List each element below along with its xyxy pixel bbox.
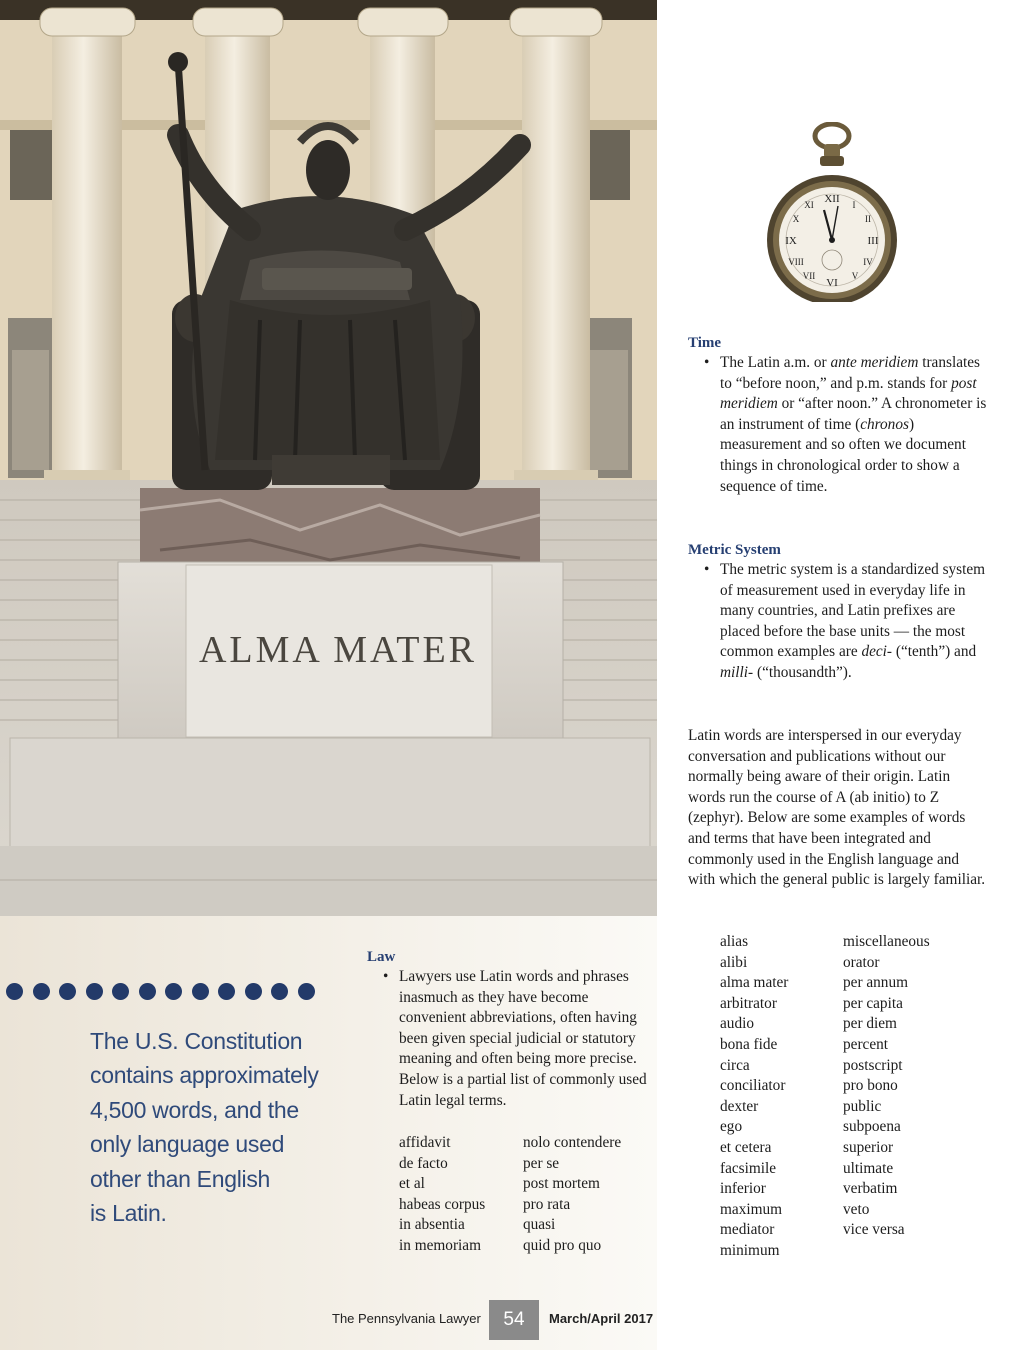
svg-text:X: X [792,214,800,224]
svg-text:IX: IX [785,235,797,247]
footer-publication-name: The Pennsylvania Lawyer [332,1311,481,1326]
law-terms-column-1 [399,1133,519,1257]
dot-icon [245,983,262,1000]
list-item: verbatim [843,1180,898,1198]
metric-text: (“tenth”) and [892,643,977,661]
list-item: veto [843,1200,870,1218]
time-text: The Latin a.m. or [720,354,831,371]
section-heading-metric: Metric System [688,542,781,558]
list-item: audio [720,1015,754,1033]
svg-text:XII: XII [824,193,840,205]
list-item: orator [843,953,880,971]
list-item: et cetera [720,1138,772,1156]
svg-text:IV: IV [863,257,873,267]
statue-photo [0,0,657,916]
list-item: bona fide [720,1035,778,1053]
pocket-watch-icon [762,122,902,302]
list-item: per annum [843,974,908,992]
dot-icon [59,983,76,1000]
pull-quote-line: contains approximately [90,1062,319,1089]
svg-text:VIII: VIII [788,257,804,267]
time-text: or “after noon.” A chronometer is an instrument of time ( [720,395,987,433]
list-item: miscellaneous [843,933,930,950]
section-heading-time: Time [688,335,722,351]
list-item: de facto [399,1154,448,1172]
list-item: pro rata [523,1195,571,1213]
pull-quote-line: 4,500 words, and the [90,1096,299,1123]
dot-icon [298,983,315,1000]
list-item: minimum [720,1241,780,1259]
list-item: post mortem [523,1175,600,1193]
metric-text: (“thousandth”). [753,663,852,681]
pull-quote-line: other than English [90,1165,271,1192]
svg-text:VII: VII [802,271,816,281]
list-item: per se [523,1154,560,1172]
law-text: Lawyers use Latin words and phrases inasmuch as they have become convenient abbreviations, often having been given special judicial or statutory meaning and often being more precise. Below is a partial list of commonly used Latin legal terms. [399,968,647,1109]
list-item: alibi [720,953,748,971]
pull-quote-line: only language used [90,1131,285,1158]
time-text: translates to “before noon,” and p.m. stands for [720,354,980,392]
metric-section [688,540,988,684]
list-item: subpoena [843,1118,901,1136]
list-item: per diem [843,1015,897,1033]
list-item: arbitrator [720,994,777,1012]
list-item: alma mater [720,974,789,992]
list-item: et al [399,1175,425,1193]
dot-icon [139,983,156,1000]
list-item: superior [843,1138,894,1156]
list-item: inferior [720,1180,766,1198]
time-section [688,333,988,497]
latin-words-column-1 [720,932,840,1262]
pull-quote [90,1024,350,1230]
metric-text: The metric system is a standardized system of measurement used in everyday life in many countries, and Latin prefixes are placed before the base units — the most common examples are [720,561,986,661]
list-item: in absentia [399,1216,465,1234]
svg-text:XI: XI [804,200,814,210]
pull-quote-line: is Latin. [90,1200,167,1227]
list-item: dexter [720,1097,759,1115]
decorative-dot-row [6,983,315,1003]
list-item: per capita [843,994,903,1012]
latin-words-column-2 [843,932,973,1241]
list-item: public [843,1097,882,1115]
bullet-item: • The metric system is a standardized system of measurement used in everyday life in many countries, and Latin prefixes are placed before the base units — the most common examples are deci- (“tenth”) and milli- (“thousandth”). [704,561,986,681]
list-item: alias [720,933,749,950]
svg-text:I: I [852,200,856,210]
list-item: ego [720,1118,743,1136]
list-item: maximum [720,1200,783,1218]
list-item: pro bono [843,1077,898,1095]
law-terms-column-2 [523,1133,653,1257]
svg-text:II: II [865,214,871,224]
list-item: nolo contendere [523,1134,622,1151]
list-item: percent [843,1035,889,1053]
dot-icon [165,983,182,1000]
list-item: habeas corpus [399,1195,486,1213]
list-item: facsimile [720,1159,777,1177]
list-item: in memoriam [399,1236,481,1254]
section-heading-law: Law [367,949,396,965]
list-item: circa [720,1056,750,1074]
dot-icon [271,983,288,1000]
footer-page-number: 54 [489,1300,539,1340]
list-item: vice versa [843,1221,905,1239]
svg-text:III: III [867,235,879,247]
bullet-item: • The Latin a.m. or ante meridiem translates to “before noon,” and p.m. stands for post meridiem or “after noon.” A chronometer is an instrument of time (chronos) measurement and so often we document things in chronological order to show a sequence of time. [704,354,987,495]
bullet-item: • Lawyers use Latin words and phrases inasmuch as they have become convenient abbreviations, often having been given special judicial or statutory meaning and often being more precise. Below is a partial list of commonly used Latin legal terms. [383,968,647,1109]
inscription-text: ALMA MATER [198,629,478,671]
svg-text:V: V [851,271,859,281]
list-item: mediator [720,1221,775,1239]
pull-quote-line: The U.S. Constitution [90,1028,303,1054]
list-item: quasi [523,1216,556,1234]
intro-paragraph: Latin words are interspersed in our everyday conversation and publications without our normally being aware of their origin. Latin words run the course of A (ab initio) to Z (zephyr). Below are some examples of words and terms that have been integrated and commonly used in the English language and with which the general public is largely familiar. [688,727,986,889]
list-item: conciliator [720,1077,786,1095]
list-item: ultimate [843,1159,894,1177]
list-item: postscript [843,1056,903,1074]
footer-issue-date: March/April 2017 [549,1311,654,1326]
list-item: quid pro quo [523,1236,602,1254]
time-term: post meridiem [720,374,977,413]
dot-icon [33,983,50,1000]
dot-icon [218,983,235,1000]
alma-mater-statue-illustration [0,0,657,916]
svg-text:VI: VI [826,277,838,289]
metric-term: milli- [720,663,754,681]
law-section [367,947,657,1111]
dot-icon [86,983,103,1000]
time-term: ante meridiem [830,354,919,371]
time-term: chronos [860,415,909,433]
time-text: ) measurement and so often we document things in chronological order to show a sequence of time. [720,415,966,495]
metric-term: deci- [861,643,893,661]
list-item: affidavit [399,1134,451,1151]
dot-icon [192,983,209,1000]
dot-icon [6,983,23,1000]
pocket-watch-image [762,122,902,302]
dot-icon [112,983,129,1000]
